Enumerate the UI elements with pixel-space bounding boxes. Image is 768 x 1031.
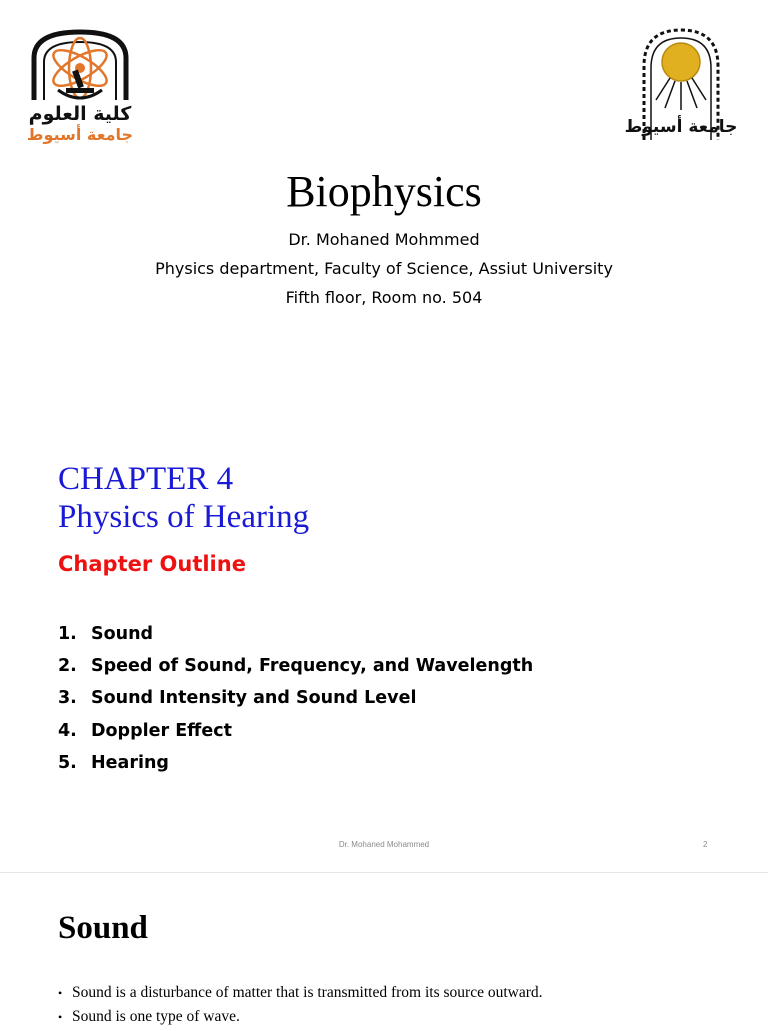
bullet-item xyxy=(58,1007,543,1031)
outline-number: 2. xyxy=(58,656,77,677)
outline-item xyxy=(58,752,533,784)
page-number: 2 xyxy=(703,840,708,849)
footer-author: Dr. Mohaned Mohammed xyxy=(338,840,430,849)
svg-text:جامعة أسيوط: جامعة أسيوط xyxy=(624,117,738,137)
outline-item xyxy=(58,623,533,655)
department-line: Physics department, Faculty of Science, Assiut University xyxy=(155,259,613,278)
outline-text: Hearing xyxy=(91,752,169,773)
outline-text: Sound Intensity and Sound Level xyxy=(91,688,417,709)
room-line: Fifth floor, Room no. 504 xyxy=(285,288,483,307)
outline-text: Speed of Sound, Frequency, and Wavelength xyxy=(91,656,534,677)
bullet-text: Sound is one type of wave. xyxy=(72,1008,240,1025)
outline-number: 5. xyxy=(58,752,77,773)
slide-divider xyxy=(0,872,768,873)
assiut-university-seal xyxy=(624,26,738,144)
outline-number: 4. xyxy=(58,720,77,741)
faculty-of-science-logo xyxy=(28,28,132,146)
author-name: Dr. Mohaned Mohmmed xyxy=(288,230,480,249)
outline-item xyxy=(58,655,533,687)
outline-number: 1. xyxy=(58,624,77,644)
sun-seal-icon xyxy=(624,26,738,144)
bullet-icon: • xyxy=(58,1010,63,1024)
svg-text:جامعة أسيوط: جامعة أسيوط xyxy=(26,125,134,144)
chapter-number: CHAPTER 4 xyxy=(58,461,234,497)
bullet-icon: • xyxy=(58,986,63,1000)
chapter-outline-heading: Chapter Outline xyxy=(58,552,246,576)
sound-heading: Sound xyxy=(58,910,148,946)
svg-text:كلية العلوم: كلية العلوم xyxy=(28,103,132,125)
presentation-title: Biophysics xyxy=(286,167,482,216)
outline-item xyxy=(58,720,533,752)
sound-bullet-list xyxy=(58,983,543,1031)
outline-text: Doppler Effect xyxy=(91,720,232,741)
bullet-text: Sound is a disturbance of matter that is transmitted from its source outward. xyxy=(72,984,543,1001)
atom-microscope-emblem-icon xyxy=(28,28,132,146)
outline-item xyxy=(58,687,533,719)
bullet-item xyxy=(58,983,543,1007)
outline-number: 3. xyxy=(58,688,77,709)
chapter-name: Physics of Hearing xyxy=(58,499,310,535)
chapter-outline-list xyxy=(58,623,533,784)
outline-text: Sound xyxy=(91,624,154,644)
